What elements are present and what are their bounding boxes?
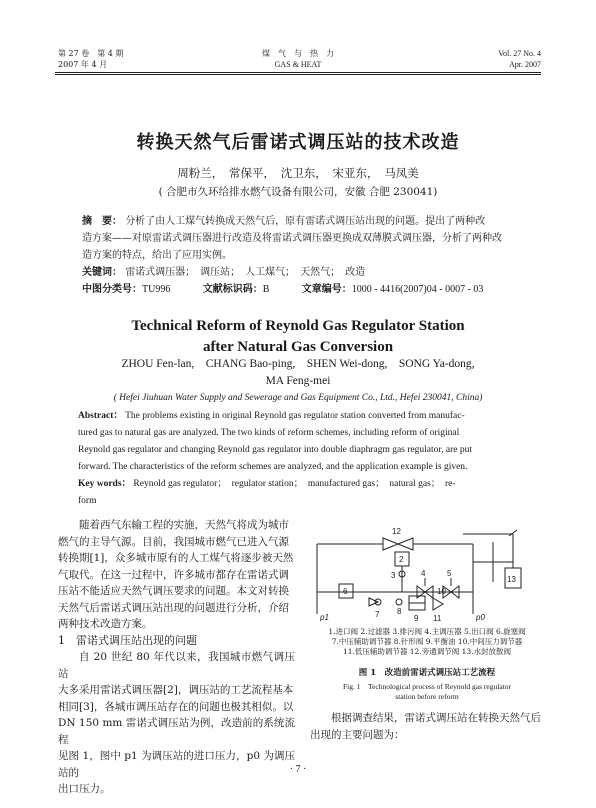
section-heading-1: 1 雷诺式调压站出现的问题 bbox=[58, 633, 197, 647]
figure-legend: 1.进口阀 2.过滤器 3.排污阀 4.主调压器 5.出口阀 6.旋塞阀 7.中压辅助调节器 8.针形阀 9.平衡油 10.中间压力调节器 11.低压辅助调节器 12.旁通调节阀 13.水封放散阀 bbox=[328, 627, 526, 656]
label-p0: p0 bbox=[476, 613, 485, 622]
journal-volume: Vol. 27 No. 4 Apr. 2007 bbox=[498, 49, 541, 69]
affiliation-en: ( Hefei Jiuhuan Water Supply and Sewerage and Gas Equipment Co., Ltd., Hefei 230041, China) bbox=[113, 393, 483, 403]
classification-line: 中图分类号：TU996 文献标识码：B 文章编号：1000 - 4416(2007)04 - 0007 - 03 bbox=[82, 284, 484, 295]
label-3: 3 bbox=[391, 571, 396, 580]
abstract-en: Abstract： The problems existing in original Reynold gas regulator station converted from manufac- tured gas to natural gas are analyzed. The two kinds of reform schemes, including reform of original Reynold gas regulator and changing Reynold gas regulator into double diaphragm gas regulator, are put forward. The characteristics of the reform schemes are analyzed, and the application example is given. Key words： Reynold gas regulator； regulator station； manufactured gas； natural gas； re- form bbox=[78, 411, 473, 506]
label-2: 2 bbox=[399, 555, 404, 564]
keywords-en: Reynold gas regulator； regulator station； manufactured gas； natural gas； re- bbox=[133, 479, 456, 489]
label-12: 12 bbox=[392, 527, 401, 536]
figure-caption-en: Fig. 1 Technological process of Reynold gas regulator station before reform bbox=[343, 682, 511, 701]
abstract-cn: 摘 要： 分析了由人工煤气转换成天然气后，原有雷诺式调压站出现的问题。提出了两种改 造方案——对原雷诺式调压器进行改造及将雷诺式调压器更换成双薄膜式调压器，分析了两种改 造方案的特点，给出了应用实例。 关键词： 雷诺式调压器； 调压站； 人工煤气； 天然气； 改造 中图分类号：TU996 文献标识码：B 文章编号：1000 - 4416(2007)04 - 0007 - 03 bbox=[82, 213, 522, 298]
authors-en: ZHOU Fen-lan, CHANG Bao-ping, SHEN Wei-dong, SONG Ya-dong, MA Feng-mei bbox=[121, 358, 475, 387]
keywords-cn: 雷诺式调压器； 调压站； 人工煤气； 天然气； 改造 bbox=[125, 267, 366, 278]
title-en: Technical Reform of Reynold Gas Regulator Station after Natural Gas Conversion bbox=[131, 318, 465, 355]
label-11: 11 bbox=[433, 614, 442, 623]
page-number: · 7 · bbox=[289, 764, 307, 775]
process-flow-diagram bbox=[313, 522, 541, 624]
label-13: 13 bbox=[507, 575, 516, 584]
label-4: 4 bbox=[421, 569, 426, 578]
title-cn: 转换天然气后雷诺式调压站的技术改造 bbox=[136, 132, 460, 153]
figure-caption-cn: 图 1 改造前雷诺式调压站工艺流程 bbox=[358, 668, 496, 678]
label-5: 5 bbox=[447, 569, 452, 578]
label-10: 10 bbox=[437, 587, 446, 596]
header-rule-2 bbox=[55, 74, 541, 75]
keywords-label-cn: 关键词： bbox=[82, 267, 122, 278]
label-p1: p1 bbox=[320, 613, 329, 622]
keywords-label-en: Key words： bbox=[78, 479, 132, 489]
right-paragraph: 根据调查结果，雷诺式调压站在转换天然气后 出现的主要问题为： bbox=[310, 712, 541, 741]
header-rule bbox=[55, 72, 541, 73]
label-8: 8 bbox=[397, 607, 402, 616]
abstract-label-cn: 摘 要： bbox=[82, 216, 122, 227]
journal-name: 煤 气 与 热 力 GAS & HEAT bbox=[262, 49, 334, 69]
authors-cn: 周粉兰， 常保平， 沈卫东， 宋亚东， 马凤美 bbox=[177, 166, 419, 180]
intro-paragraph: 随着西气东输工程的实施，天然气将成为城市 燃气的主导气源。目前，我国城市燃气已进入气源 转换期[1]，众多城市原有的人工煤气将逐步被天然 气取代。在这一过程中，许多城市都存在雷诺式调 压站不能适应天然气调压要求的问题。本文对转换 天然气后雷诺式调压站出现的问题进行分析，介绍 两种技术改造方案。 1 雷诺式调压站出现的问题 自 20 世纪 80 年代以来，我国城市燃气调压站 大多采用雷诺式调压器[2]，调压站的工艺流程基本 相同[3]，各城市调压站存在的问题也极其相似。以 DN 150 mm 雷诺式调压站为例，改造前的系统流程 见图 1，图中 p1 为调压站的进口压力，p0 为调压站的 出口压力。 bbox=[58, 519, 295, 795]
label-9: 9 bbox=[414, 614, 419, 623]
journal-issue: 第 27 卷 第 4 期 2007 年 4 月 bbox=[58, 49, 124, 69]
label-7: 7 bbox=[375, 610, 380, 619]
affiliation-cn: ( 合肥市久环给排水燃气设备有限公司，安徽 合肥 230041) bbox=[158, 186, 438, 198]
diagram-labels bbox=[319, 527, 516, 623]
abstract-label-en: Abstract： bbox=[78, 411, 123, 421]
label-6: 6 bbox=[343, 587, 348, 596]
